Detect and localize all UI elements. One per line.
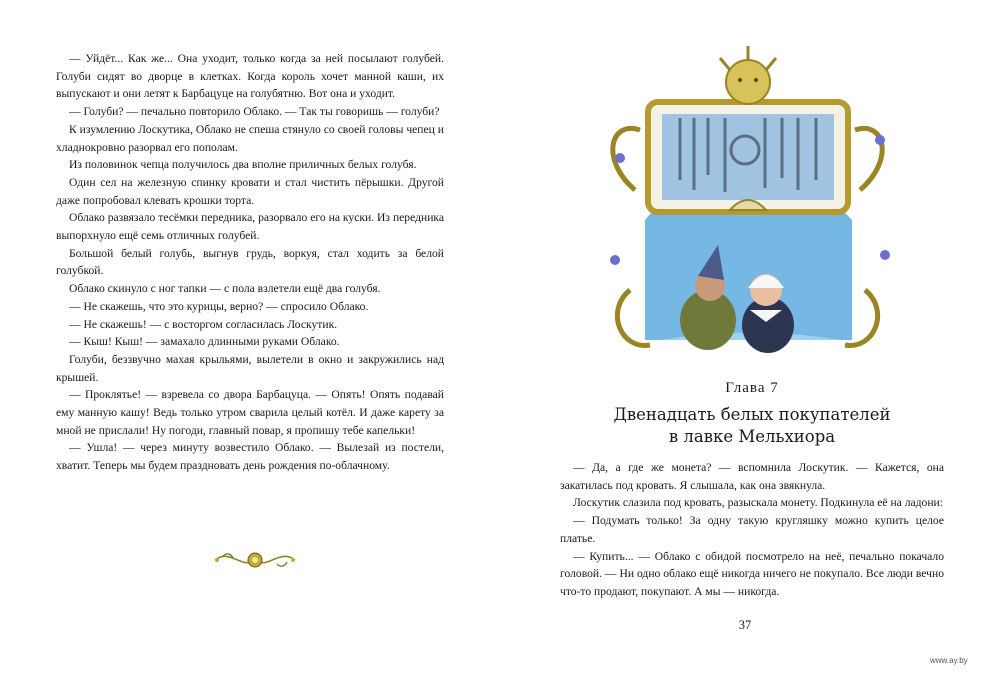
- paragraph: Голуби, беззвучно махая крыльями, вылетели в окно и закружились над крышей.: [56, 352, 444, 384]
- paragraph: Лоскутик слазила под кровать, разыскала монету. Подкинула её на ладони:: [573, 496, 943, 510]
- paragraph: — Проклятье! — взревела со двора Барбацуца. — Опять! Опять подавай ему манную кашу! Ведь только утром сварила целый котёл. И даже карету за мной не прислали! Ну погоди, главный повар, я пропишу тебе капельки!: [56, 388, 444, 437]
- chapter-illustration: [590, 40, 905, 370]
- paragraph: Один сел на железную спинку кровати и стал чистить пёрышки. Другой даже попробовал клевать крошки торта.: [56, 175, 444, 207]
- chapter-label: Глава 7: [725, 380, 779, 396]
- paragraph: — Уйдёт... Как же... Она уходит, только когда за ней посылают голубей. Голуби сидят во дворце в клетках. Когда король хочет манной каши, их выпускают и они летят к Барбацуце на голубятню. Вот она и уходит.: [56, 52, 444, 101]
- paragraph: Облако развязало тесёмки передника, разорвало его на куски. Из передника выпорхнуло ещё семь отличных голубей.: [56, 211, 444, 243]
- paragraph: Большой белый голубь, выгнув грудь, воркуя, стал ходить за белой голубкой.: [56, 246, 444, 278]
- page-number: 37: [738, 618, 752, 632]
- paragraph: — Голуби? — печально повторило Облако. — Так ты говоришь — голуби?: [69, 105, 440, 119]
- chapter-title-line: в лавке Мельхиора: [668, 427, 836, 446]
- paragraph: К изумлению Лоскутика, Облако не спеша стянуло со своей головы чепец и хладнокровно разорвал его пополам.: [56, 122, 444, 154]
- paragraph: — Не скажешь! — с восторгом согласилась Лоскутик.: [69, 317, 338, 331]
- paragraph: Из половинок чепца получилось два вполне приличных белых голубя.: [69, 158, 417, 172]
- paragraph: — Кыш! Кыш! — замахало длинными руками Облако.: [69, 335, 340, 349]
- chapter-title: [560, 404, 944, 448]
- paragraph: — Да, а где же монета? — вспомнила Лоскутик. — Кажется, она закатилась под кровать. Я слышала, как она звякнула.: [560, 461, 944, 492]
- ornament-vignette: [205, 544, 305, 576]
- paragraph: Облако скинуло с ног тапки — с пола взлетели ещё два голубя.: [69, 282, 381, 296]
- paragraph: — Ушла! — через минуту возвестило Облако. — Вылезай из постели, хватит. Теперь мы будем праздновать день рождения по-облачному.: [56, 441, 444, 473]
- chapter-title-line: Двенадцать белых покупателей: [613, 405, 891, 424]
- watermark: www.ay.by: [930, 656, 968, 665]
- paragraph: — Купить... — Облако с обидой посмотрело на неё, печально покачало головой. — Ни одно облако ещё никогда ничего не покупало. Все люди вечно что-то продают, покупают. А мы — никогда.: [560, 549, 944, 598]
- paragraph: — Не скажешь, что это курицы, верно? — спросило Облако.: [69, 299, 369, 313]
- left-page-text: [56, 50, 444, 475]
- right-page-text: [560, 459, 944, 601]
- paragraph: — Подумать только! За одну такую кругляшку можно купить целое платье.: [560, 514, 944, 545]
